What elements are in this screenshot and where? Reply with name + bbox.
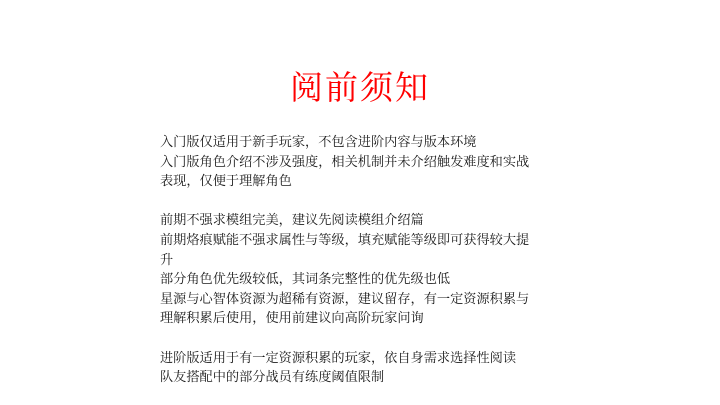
paragraph-spacer	[160, 192, 572, 212]
paragraph-intro	[160, 133, 572, 192]
page-title: 阅前须知	[290, 68, 430, 107]
paragraph-spacer	[160, 329, 572, 349]
slide-body	[160, 133, 572, 388]
body-line: 表现，仅便于理解角色	[160, 174, 292, 190]
body-line: 理解积累后使用，使用前建议向高阶玩家问询	[160, 311, 424, 327]
body-line: 入门版仅适用于新手玩家，不包含进阶内容与版本环境	[160, 135, 477, 150]
body-line: 前期不强求模组完美，建议先阅读模组介绍篇	[160, 213, 424, 229]
body-line: 星源与心智体资源为超稀有资源，建议留存，有一定资源积累与	[160, 291, 530, 307]
body-line: 升	[160, 252, 174, 268]
body-line: 部分角色优先级较低，其词条完整性的优先级也低	[160, 272, 451, 288]
paragraph-details	[160, 211, 572, 329]
body-line: 进阶版适用于有一定资源积累的玩家，依自身需求选择性阅读	[160, 350, 517, 366]
body-line: 前期烙痕赋能不强求属性与等级，填充赋能等级即可获得较大提	[160, 232, 530, 248]
body-line: 入门版角色介绍不涉及强度，相关机制并未介绍触发难度和实战	[160, 154, 530, 170]
body-line: 队友搭配中的部分战员有练度阈值限制	[160, 370, 385, 386]
paragraph-advanced	[160, 349, 572, 388]
